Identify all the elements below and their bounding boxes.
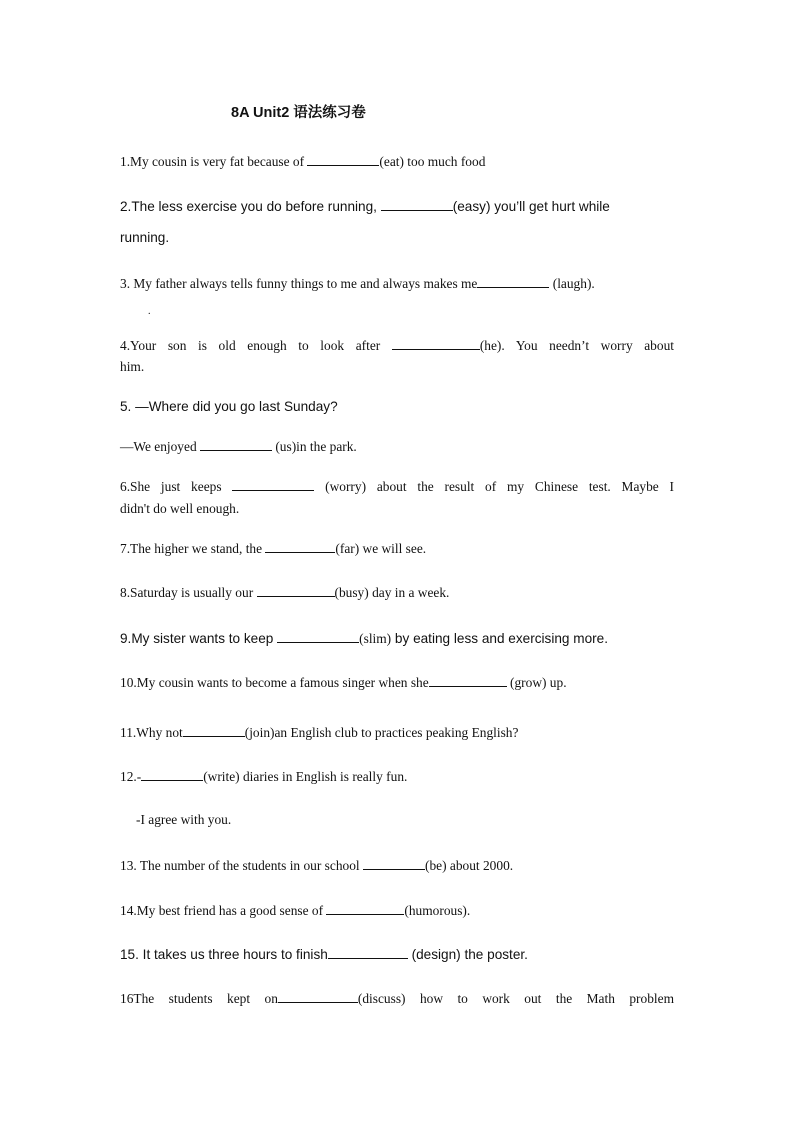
- question-9: [120, 629, 674, 649]
- question-hint: (design) the poster.: [407, 947, 528, 962]
- question-7: [120, 539, 674, 559]
- question-text: 11.Why not: [120, 725, 183, 740]
- question-11: [120, 723, 674, 743]
- question-hint: (us)in the park.: [271, 439, 357, 454]
- answer-blank[interactable]: [200, 437, 272, 451]
- question-5: 5. —Where did you go last Sunday?: [120, 399, 338, 414]
- question-12-response: -I agree with you.: [136, 812, 232, 827]
- question-text: 6.She just keeps: [120, 479, 233, 494]
- question-hint: (discuss) how to work out the Math problem: [357, 991, 674, 1006]
- answer-blank[interactable]: [326, 901, 404, 915]
- answer-blank[interactable]: [381, 197, 453, 211]
- answer-blank[interactable]: [232, 477, 314, 491]
- question-text: 14.My best friend has a good sense of: [120, 903, 327, 918]
- question-text-end: by eating less and exercising more.: [391, 631, 609, 646]
- answer-blank[interactable]: [429, 673, 507, 687]
- question-hint: (grow) up.: [506, 675, 567, 690]
- question-hint: (join)an English club to practices peaking English?: [244, 725, 519, 740]
- question-hint: (busy) day in a week.: [334, 585, 450, 600]
- question-4-continuation: him.: [120, 359, 145, 374]
- answer-blank[interactable]: [265, 539, 335, 553]
- worksheet-title: 8A Unit2 语法练习卷: [231, 105, 366, 121]
- question-text: —We enjoyed: [120, 439, 200, 454]
- question-16: [120, 989, 674, 1009]
- answer-blank[interactable]: [183, 723, 245, 737]
- answer-blank[interactable]: [277, 629, 359, 643]
- question-2-continuation: running.: [120, 230, 170, 245]
- question-text: 16The students kept on: [120, 991, 278, 1006]
- question-text: 13. The number of the students in our school: [120, 858, 363, 873]
- question-text: 4.Your son is old enough to look after: [120, 338, 392, 353]
- answer-blank[interactable]: [363, 856, 425, 870]
- question-10: [120, 673, 674, 693]
- stray-mark: .: [148, 306, 151, 317]
- question-13: [120, 856, 674, 876]
- question-text: 1.My cousin is very fat because of: [120, 154, 308, 169]
- answer-blank[interactable]: [477, 274, 549, 288]
- question-hint: (be) about 2000.: [424, 858, 514, 873]
- question-text: 8.Saturday is usually our: [120, 585, 257, 600]
- question-text: 3. My father always tells funny things to me and always makes me: [120, 276, 478, 291]
- question-15: [120, 945, 674, 965]
- question-hint: (eat) too much food: [379, 154, 486, 169]
- question-8: [120, 583, 674, 603]
- question-14: [120, 901, 674, 921]
- answer-blank[interactable]: [278, 989, 358, 1003]
- question-text: 10.My cousin wants to become a famous singer when she: [120, 675, 429, 690]
- answer-blank[interactable]: [141, 767, 203, 781]
- question-6-continuation: didn't do well enough.: [120, 501, 240, 516]
- question-5-response: [120, 437, 674, 457]
- question-text: 12.-: [120, 769, 142, 784]
- answer-blank[interactable]: [328, 945, 408, 959]
- question-hint: (worry) about the result of my Chinese test. Maybe I: [314, 479, 674, 494]
- question-text: 15. It takes us three hours to finish: [120, 947, 328, 962]
- question-text: 9.My sister wants to keep: [120, 631, 278, 646]
- question-hint: (write) diaries in English is really fun.: [203, 769, 408, 784]
- answer-blank[interactable]: [257, 583, 335, 597]
- question-3: [120, 274, 674, 294]
- question-hint: (easy) you’ll get hurt while: [452, 199, 610, 214]
- question-hint: (he). You needn’t worry about: [479, 338, 674, 353]
- question-hint: (slim): [359, 631, 392, 646]
- question-text: 7.The higher we stand, the: [120, 541, 266, 556]
- question-12: [120, 767, 674, 787]
- question-6: [120, 477, 674, 497]
- question-text: 2.The less exercise you do before running,: [120, 199, 381, 214]
- answer-blank[interactable]: [307, 152, 379, 166]
- question-2: [120, 197, 674, 217]
- question-4: [120, 336, 674, 356]
- question-hint: (far) we will see.: [335, 541, 427, 556]
- question-hint: (humorous).: [404, 903, 471, 918]
- answer-blank[interactable]: [392, 336, 480, 350]
- question-hint: (laugh).: [549, 276, 595, 291]
- question-1: [120, 152, 674, 172]
